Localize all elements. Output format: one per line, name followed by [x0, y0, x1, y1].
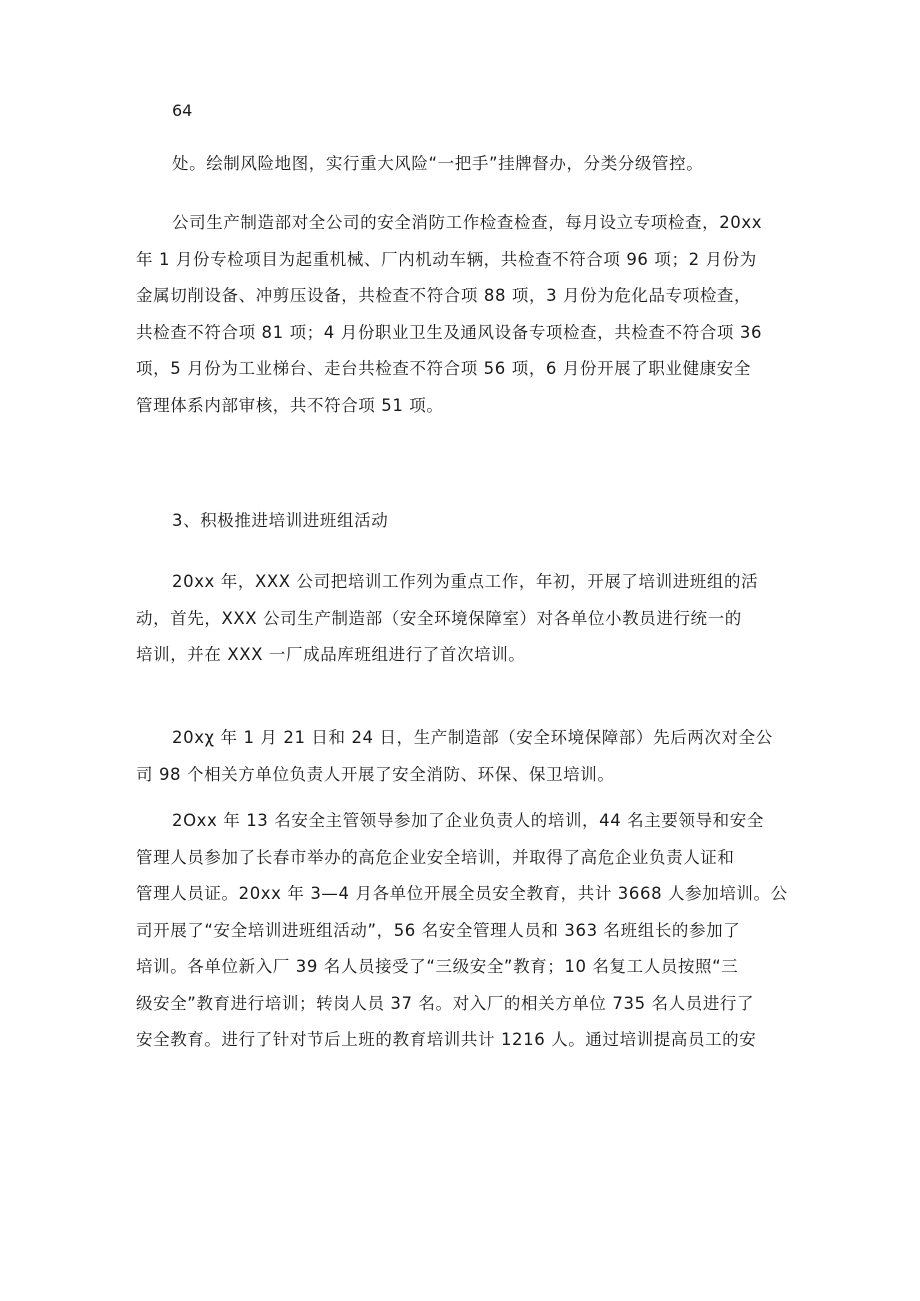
text-line: 金属切削设备、冲剪压设备，共检查不符合项 88 项，3 月份为危化品专项检查， [136, 286, 752, 305]
paragraph-training-stats [136, 803, 788, 1059]
text-line: 处。绘制风险地图，实行重大风险“一把手”挂牌督办，分类分级管控。 [172, 154, 704, 173]
text-line: 管理体系内部审核，共不符合项 51 项。 [136, 395, 444, 415]
section-heading: 3、积极推进培训进班组活动 [172, 511, 389, 530]
text-line: 20xx 年，XXX 公司把培训工作列为重点工作，年初，开展了培训进班组的活 [172, 572, 759, 591]
paragraph-risk-map [136, 146, 788, 183]
paragraph-training-plan [136, 564, 788, 674]
text-line: 司 98 个相关方单位负责人开展了安全消防、环保、保卫培训。 [136, 764, 615, 784]
text-line: 项，5 月份为工业梯台、走台共检查不符合项 56 项，6 月份开展了职业健康安全 [136, 359, 751, 378]
text-line: 共检查不符合项 81 项；4 月份职业卫生及通风设备专项检查，共检查不符合项 36 [136, 322, 763, 342]
text-line: 管理人员证。20xx 年 3—4 月各单位开展全员安全教育，共计 3668 人参加培训。公 [136, 884, 788, 903]
text-line: 20xχ 年 1 月 21 日和 24 日，生产制造部（安全环境保障部）先后两次对全公 [172, 728, 773, 747]
text-line: 年 1 月份专检项目为起重机械、厂内机动车辆，共检查不符合项 96 项；2 月份为 [136, 249, 757, 269]
paragraph-inspection [136, 205, 788, 424]
text-line: 公司生产制造部对全公司的安全消防工作检查检查，每月设立专项检查，20xx [172, 213, 763, 232]
paragraph-jan-training [136, 720, 788, 793]
text-line: 级安全”教育进行培训；转岗人员 37 名。对入厂的相关方单位 735 名人员进行了 [136, 993, 755, 1013]
text-line: 培训，并在 XXX 一厂成品库班组进行了首次培训。 [136, 645, 526, 664]
text-line: 安全教育。进行了针对节后上班的教育培训共计 1216 人。通过培训提高员工的安 [136, 1030, 757, 1049]
text-line: 管理人员参加了长春市举办的高危企业安全培训，并取得了高危企业负责人证和 [136, 847, 735, 867]
page-number: 64 [172, 101, 193, 120]
text-line: 司开展了“安全培训进班组活动”，56 名安全管理人员和 363 名班组长的参加了 [136, 920, 741, 940]
text-line: 2Oxx 年 13 名安全主管领导参加了企业负责人的培训，44 名主要领导和安全 [172, 811, 764, 830]
text-line: 动，首先，XXX 公司生产制造部（安全环境保障室）对各单位小教员进行统一的 [136, 608, 742, 628]
text-line: 培训。各单位新入厂 39 名人员接受了“三级安全”教育；10 名复工人员按照“三 [136, 957, 739, 976]
